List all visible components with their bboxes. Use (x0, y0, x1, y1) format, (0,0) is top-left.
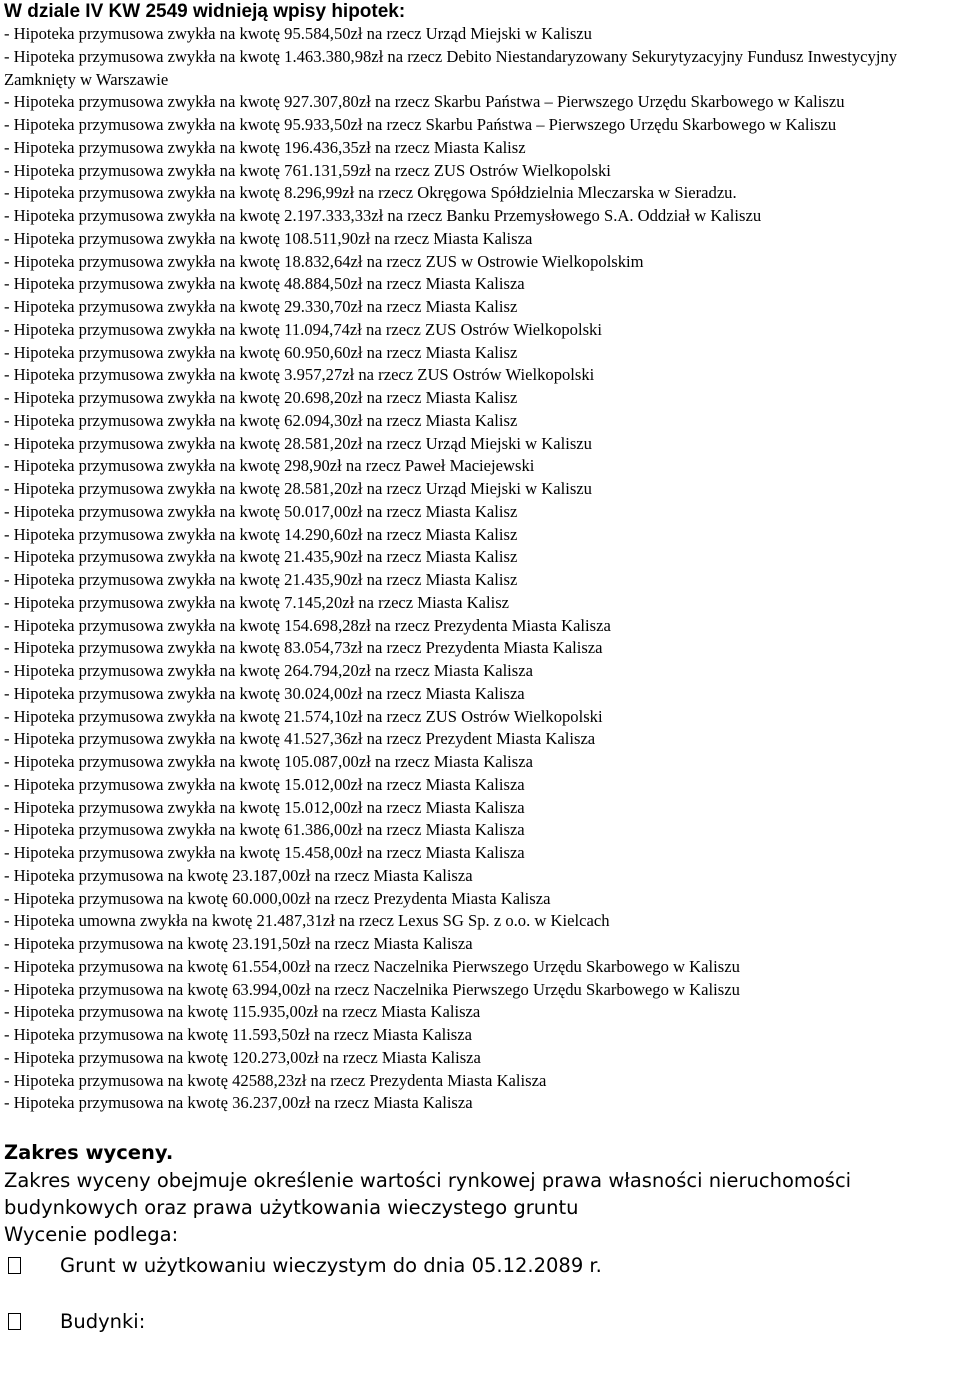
mortgage-entry: - Hipoteka przymusowa na kwotę 23.187,00zł na rzecz Miasta Kalisza (4, 865, 473, 885)
mortgage-entry: - Hipoteka przymusowa zwykła na kwotę 29.330,70zł na rzecz Miasta Kalisz (4, 297, 518, 316)
mortgage-entry: - Hipoteka przymusowa na kwotę 115.935,00zł na rzecz Miasta Kalisza (4, 1002, 481, 1022)
mortgage-entry: - Hipoteka przymusowa zwykła na kwotę 83.054,73zł na rzecz Prezydenta Miasta Kalisza (4, 638, 603, 658)
mortgage-entry: - Hipoteka przymusowa na kwotę 42588,23zł na rzecz Prezydenta Miasta Kalisza (4, 1070, 547, 1090)
bullet-item-land (4, 1252, 956, 1279)
mortgage-entry: - Hipoteka przymusowa zwykła na kwotę 8.296,99zł na rzecz Okręgowa Spółdzielnia Mleczarska w Sieradzu. (4, 183, 737, 203)
scope-description: Zakres wyceny obejmuje określenie wartości rynkowej prawa własności nieruchomości budynkowych oraz prawa użytkowania wieczystego gruntu (4, 1169, 852, 1219)
mortgage-entry: - Hipoteka przymusowa zwykła na kwotę 48.884,50zł na rzecz Miasta Kalisza (4, 274, 525, 294)
mortgage-entry: - Hipoteka przymusowa zwykła na kwotę 154.698,28zł na rzecz Prezydenta Miasta Kalisza (4, 615, 611, 635)
mortgage-entry: - Hipoteka przymusowa na kwotę 120.273,00zł na rzecz Miasta Kalisza (4, 1047, 481, 1067)
mortgage-entry: - Hipoteka przymusowa zwykła na kwotę 298,90zł na rzecz Paweł Maciejewski (4, 456, 535, 476)
mortgage-entry: - Hipoteka przymusowa zwykła na kwotę 761.131,59zł na rzecz ZUS Ostrów Wielkopolski (4, 160, 611, 180)
mortgage-entry: - Hipoteka przymusowa zwykła na kwotę 927.307,80zł na rzecz Skarbu Państwa – Pierwszego Urzędu Skarbowego w Kaliszu (4, 92, 845, 112)
mortgage-entry: - Hipoteka przymusowa zwykła na kwotę 20.698,20zł na rzecz Miasta Kalisz (4, 388, 518, 407)
mortgage-entry: - Hipoteka przymusowa zwykła na kwotę 105.087,00zł na rzecz Miasta Kalisza (4, 752, 533, 771)
mortgage-entry: - Hipoteka przymusowa zwykła na kwotę 18.832,64zł na rzecz ZUS w Ostrowie Wielkopolskim (4, 251, 644, 271)
bullet-item-label: Grunt w użytkowaniu wieczystym do dnia 05.12.2089 r. (60, 1254, 602, 1277)
bullet-item-buildings (4, 1308, 956, 1335)
mortgage-entry: - Hipoteka przymusowa zwykła na kwotę 196.436,35zł na rzecz Miasta Kalisz (4, 137, 526, 157)
checkbox-square-icon (8, 1313, 21, 1330)
mortgage-entry: - Hipoteka przymusowa zwykła na kwotę 15.012,00zł na rzecz Miasta Kalisza (4, 774, 525, 794)
mortgage-entry: - Hipoteka przymusowa zwykła na kwotę 108.511,90zł na rzecz Miasta Kalisza (4, 228, 533, 248)
mortgage-entry: - Hipoteka przymusowa zwykła na kwotę 28.581,20zł na rzecz Urząd Miejski w Kaliszu (4, 433, 592, 453)
mortgage-entry: - Hipoteka przymusowa na kwotę 11.593,50zł na rzecz Miasta Kalisza (4, 1025, 472, 1044)
mortgage-entry: - Hipoteka przymusowa zwykła na kwotę 11.094,74zł na rzecz ZUS Ostrów Wielkopolski (4, 319, 602, 339)
mortgage-entry: - Hipoteka przymusowa na kwotę 61.554,00zł na rzecz Naczelnika Pierwszego Urzędu Skarbowego w Kaliszu (4, 956, 740, 976)
mortgage-entry: - Hipoteka przymusowa zwykła na kwotę 60.950,60zł na rzecz Miasta Kalisz (4, 342, 518, 362)
mortgage-entry: - Hipoteka przymusowa zwykła na kwotę 264.794,20zł na rzecz Miasta Kalisza (4, 661, 533, 680)
mortgage-entries-list (4, 23, 956, 1115)
mortgage-entry: - Hipoteka przymusowa zwykła na kwotę 1.463.380,98zł na rzecz Debito Niestandaryzowany Sekurytyzacyjny Fundusz Inwestycyjny Zamknięty w Warszawie (4, 46, 898, 89)
mortgage-entry: - Hipoteka przymusowa na kwotę 60.000,00zł na rzecz Prezydenta Miasta Kalisza (4, 888, 551, 908)
document-page (4, 0, 956, 1335)
bullet-item-label: Budynki: (60, 1310, 146, 1333)
mortgage-entry: - Hipoteka przymusowa zwykła na kwotę 95.584,50zł na rzecz Urząd Miejski w Kaliszu (4, 24, 592, 43)
mortgage-entry: - Hipoteka przymusowa zwykła na kwotę 62.094,30zł na rzecz Miasta Kalisz (4, 410, 518, 430)
scope-title: Zakres wyceny. (4, 1141, 174, 1164)
mortgage-entry: - Hipoteka przymusowa zwykła na kwotę 21.574,10zł na rzecz ZUS Ostrów Wielkopolski (4, 706, 603, 726)
mortgage-entry: - Hipoteka przymusowa zwykła na kwotę 30.024,00zł na rzecz Miasta Kalisza (4, 683, 525, 703)
mortgage-entry: - Hipoteka przymusowa zwykła na kwotę 21.435,90zł na rzecz Miasta Kalisz (4, 547, 518, 567)
mortgage-entry: - Hipoteka przymusowa zwykła na kwotę 3.957,27zł na rzecz ZUS Ostrów Wielkopolski (4, 365, 595, 385)
mortgage-entry: - Hipoteka przymusowa na kwotę 63.994,00zł na rzecz Naczelnika Pierwszego Urzędu Skarbowego w Kaliszu (4, 979, 740, 999)
mortgage-entry: - Hipoteka przymusowa zwykła na kwotę 28.581,20zł na rzecz Urząd Miejski w Kaliszu (4, 479, 592, 498)
subject-label: Wycenie podlega: (4, 1223, 179, 1246)
mortgage-entry: - Hipoteka przymusowa zwykła na kwotę 61.386,00zł na rzecz Miasta Kalisza (4, 820, 525, 840)
mortgage-entry: - Hipoteka przymusowa zwykła na kwotę 2.197.333,33zł na rzecz Banku Przemysłowego S.A. Oddział w Kaliszu (4, 206, 762, 225)
mortgage-entry: - Hipoteka przymusowa zwykła na kwotę 50.017,00zł na rzecz Miasta Kalisz (4, 501, 518, 521)
mortgage-entry: - Hipoteka przymusowa zwykła na kwotę 15.012,00zł na rzecz Miasta Kalisza (4, 797, 525, 817)
mortgage-entry: - Hipoteka przymusowa zwykła na kwotę 15.458,00zł na rzecz Miasta Kalisza (4, 843, 525, 862)
section-heading: W dziale IV KW 2549 widnieją wpisy hipotek: (4, 1, 406, 22)
mortgage-entry: - Hipoteka umowna zwykła na kwotę 21.487,31zł na rzecz Lexus SG Sp. z o.o. w Kielcach (4, 911, 610, 931)
mortgage-entry: - Hipoteka przymusowa zwykła na kwotę 95.933,50zł na rzecz Skarbu Państwa – Pierwszego Urzędu Skarbowego w Kaliszu (4, 115, 837, 134)
mortgage-entry: - Hipoteka przymusowa na kwotę 23.191,50zł na rzecz Miasta Kalisza (4, 934, 473, 953)
mortgage-entry: - Hipoteka przymusowa zwykła na kwotę 14.290,60zł na rzecz Miasta Kalisz (4, 524, 518, 544)
mortgage-entry: - Hipoteka przymusowa zwykła na kwotę 41.527,36zł na rzecz Prezydent Miasta Kalisza (4, 729, 596, 749)
mortgage-entry: - Hipoteka przymusowa zwykła na kwotę 7.145,20zł na rzecz Miasta Kalisz (4, 592, 510, 612)
mortgage-entry: - Hipoteka przymusowa na kwotę 36.237,00zł na rzecz Miasta Kalisza (4, 1093, 473, 1113)
mortgage-entry: - Hipoteka przymusowa zwykła na kwotę 21.435,90zł na rzecz Miasta Kalisz (4, 570, 518, 589)
checkbox-square-icon (8, 1257, 21, 1274)
valuation-scope-section (4, 1141, 956, 1335)
